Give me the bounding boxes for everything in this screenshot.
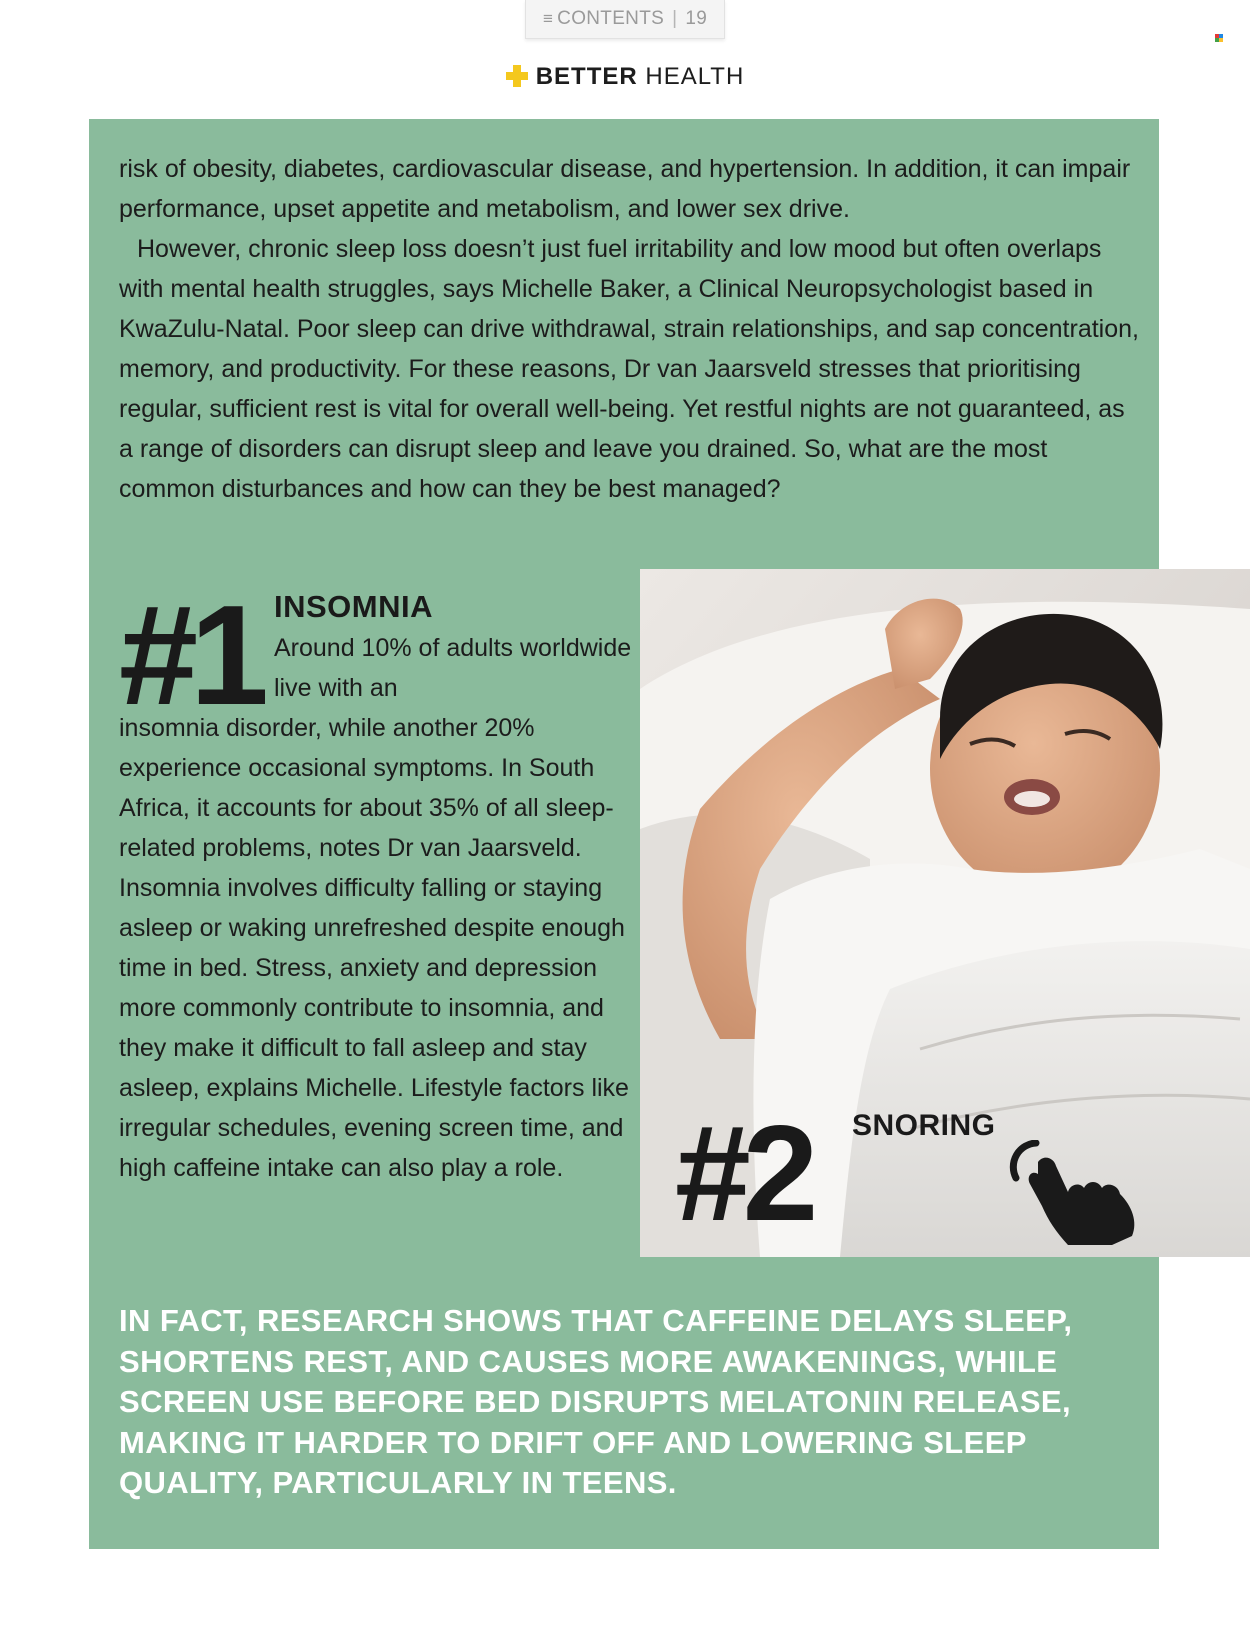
header-bold: BETTER bbox=[535, 63, 638, 90]
menu-icon: ≡ bbox=[542, 9, 554, 28]
callout-text: IN FACT, RESEARCH SHOWS THAT CAFFEINE DELAYS SLEEP, SHORTENS REST, AND CAUSES MORE AWAKENINGS, WHILE SCREEN USE BEFORE BED DISRUPTS MELATONIN RELEASE, MAKING IT HARDER TO DRIFT OFF AND LOWERING SLEEP QUALITY, PARTICULARLY IN TEENS. bbox=[119, 1303, 1073, 1500]
intro-paragraph-1: risk of obesity, diabetes, cardiovascular disease, and hypertension. In addition, it can impair performance, upset appetite and metabolism, and lower sex drive. bbox=[119, 155, 1131, 223]
intro-paragraph-2: However, chronic sleep loss doesn’t just fuel irritability and low mood but often overlaps with mental health struggles, says Michelle Baker, a Clinical Neuropsychologist based in KwaZulu-Natal. Poor sleep can drive withdrawal, strain relationships, and sap concentration, memory, and productivity. For these reasons, Dr van Jaarsveld stresses that prioritising regular, sufficient rest is vital for overall well-being. Yet restful nights are not guaranteed, as a range of disorders can disrupt sleep and leave you drained. So, what are the most common disturbances and how can they be best managed? bbox=[119, 235, 1139, 503]
contents-label: CONTENTS bbox=[557, 8, 665, 29]
tap-hand-icon[interactable] bbox=[1008, 1140, 1148, 1245]
plus-cross-icon bbox=[506, 65, 528, 87]
snoring-number: #2 bbox=[675, 1097, 811, 1249]
insomnia-lead: Around 10% of adults worldwide live with an bbox=[274, 634, 632, 702]
insomnia-number: #1 bbox=[119, 576, 261, 735]
insomnia-heading: INSOMNIA bbox=[274, 589, 433, 624]
snoring-heading: SNORING bbox=[852, 1109, 996, 1142]
divider: | bbox=[672, 8, 678, 29]
corner-logo-icon bbox=[1215, 34, 1223, 42]
page-number: 19 bbox=[685, 8, 708, 29]
intro-text bbox=[119, 149, 1139, 509]
header-light: HEALTH bbox=[645, 63, 745, 90]
insomnia-body: insomnia disorder, while another 20% experience occasional symptoms. In South Africa, it accounts for about 35% of all sleep-related problems, notes Dr van Jaarsveld. Insomnia involves difficulty falling or staying asleep or waking unrefreshed despite enough time in bed. Stress, anxiety and depression more commonly contribute to insomnia, and they make it difficult to fall asleep and stay asleep, explains Michelle. Lifestyle factors like irregular schedules, evening screen time, and high caffeine intake can also play a role. bbox=[119, 714, 629, 1182]
contents-button[interactable] bbox=[525, 0, 725, 39]
section-header bbox=[0, 63, 1250, 91]
